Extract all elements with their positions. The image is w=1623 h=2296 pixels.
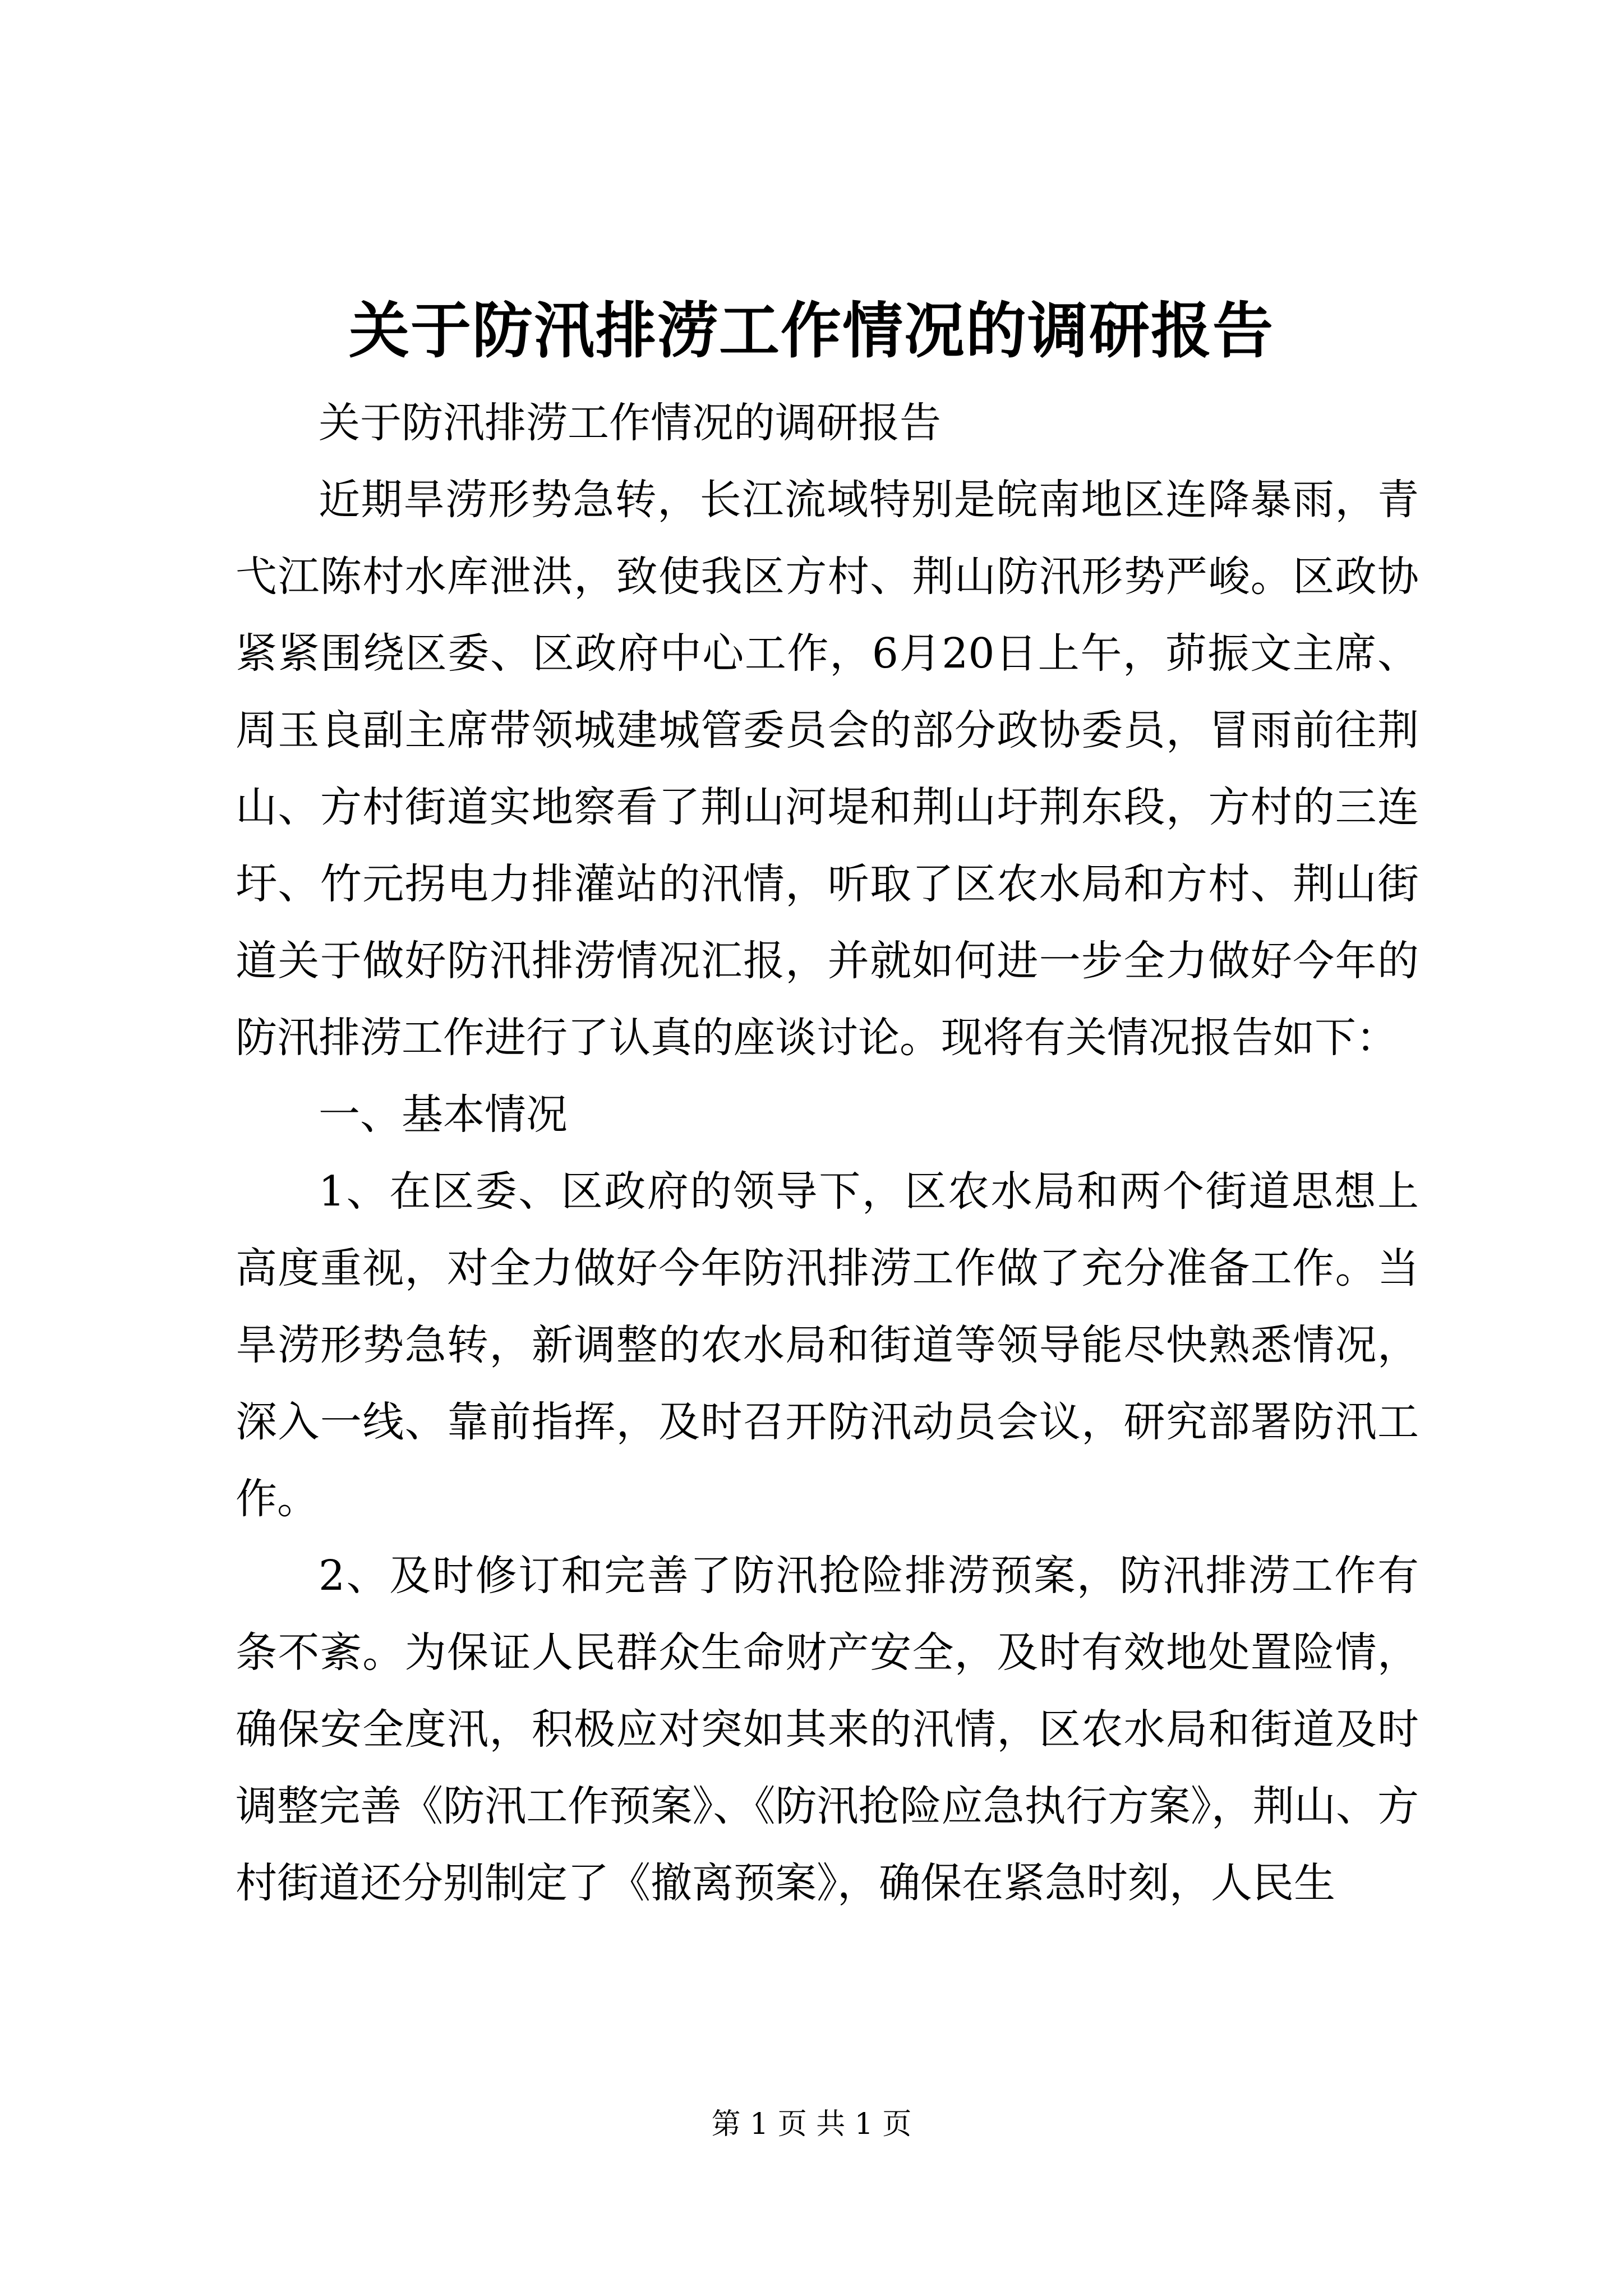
paragraph-subtitle: 关于防汛排涝工作情况的调研报告 — [319, 399, 941, 447]
paragraph-item-1: 1、在区委、区政府的领导下，区农水局和两个街道思想上高度重视，对全力做好今年防汛排涝工作做了充分准备工作。当旱涝形势急转，新调整的农水局和街道等领导能尽快熟悉情况，深入一线、靠前指挥，及时召开防汛动员会议，研究部署防汛工作。 — [236, 1167, 1419, 1523]
section-heading-basic-situation: 一、基本情况 — [319, 1091, 568, 1139]
page-number-footer: 第 1 页 共 1 页 — [711, 2108, 912, 2141]
paragraph-item-2: 2、及时修订和完善了防汛抢险排涝预案，防汛排涝工作有条不紊。为保证人民群众生命财产安全，及时有效地处置险情，确保安全度汛，积极应对突如其来的汛情，区农水局和街道及时调整完善《防汛工作预案》、《防汛抢险应急执行方案》，荆山、方村街道还分别制定了《撤离预案》，确保在紧急时刻，人民生 — [236, 1552, 1419, 1907]
paragraph-intro: 近期旱涝形势急转，长江流域特别是皖南地区连降暴雨，青弋江陈村水库泄洪，致使我区方村、荆山防汛形势严峻。区政协紧紧围绕区委、区政府中心工作，6月20日上午，茆振文主席、周玉良副主席带领城建城管委员会的部分政协委员，冒雨前往荆山、方村街道实地察看了荆山河堤和荆山圩荆东段，方村的三连圩、竹元拐电力排灌站的汛情，听取了区农水局和方村、荆山街道关于做好防汛排涝情况汇报，并就如何进一步全力做好今年的防汛排涝工作进行了认真的座谈讨论。现将有关情况报告如下： — [236, 476, 1419, 1062]
document-body — [236, 385, 1419, 1922]
document-title: 关于防汛排涝工作情况的调研报告 — [348, 296, 1274, 366]
